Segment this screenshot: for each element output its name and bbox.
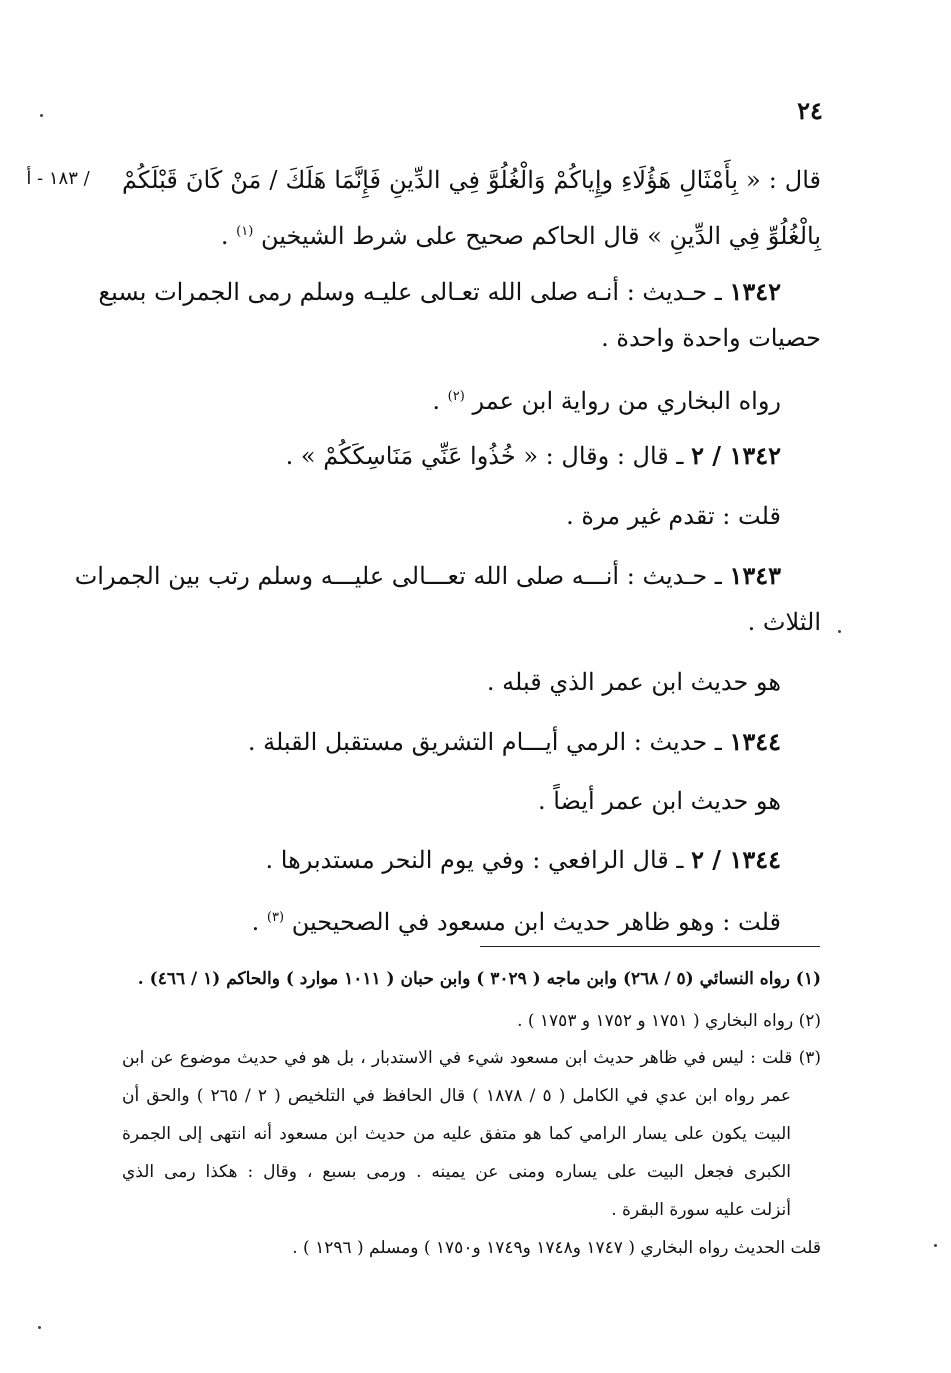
scan-speck xyxy=(40,114,43,117)
hadith-1342-continuation: حصيات واحدة واحدة . xyxy=(601,324,821,352)
hadith-1344-text: ـ حديث : الرمي أيـــام التشريق مستقبل القبلة . xyxy=(247,728,730,756)
hadith-1342-2-text: ـ قال : وقال : « خُذُوا عَنِّي مَنَاسِكَكُمْ » . xyxy=(285,442,692,470)
hadith-1344-2-number: ١٣٤٤ / ٢ xyxy=(691,845,781,874)
continuation-line-2-text: بِالْغُلُوِّ فِي الدِّينِ » قال الحاكم صحيح على شرط الشيخين xyxy=(260,222,821,250)
hadith-1343-number: ١٣٤٣ xyxy=(729,561,781,590)
footnote-2: (٢) رواه البخاري ( ١٧٥١ و ١٧٥٢ و ١٧٥٣ ) . xyxy=(517,1011,821,1031)
manuscript-folio-reference: / ١٨٣ - أ xyxy=(26,168,90,189)
hadith-1343-heading xyxy=(74,556,781,596)
footnote-divider xyxy=(480,946,820,947)
hadith-1342-2-number: ١٣٤٢ / ٢ xyxy=(691,441,781,470)
footnote-ref-3: (٣) xyxy=(266,910,285,925)
footnote-3-line-2: عمر رواه ابن عدي في الكامل ( ٥ / ١٨٧٨ ) قال الحافظ في التلخيص ( ٢ / ٢٦٥ ) والحق أن xyxy=(122,1086,791,1106)
hadith-1343-text: ـ حـديث : أنـــه صلى الله تعـــالى عليـــه وسلم رتب بين الجمرات xyxy=(74,562,730,590)
continuation-line-2 xyxy=(221,212,821,256)
hadith-1342-2-commentary: قلت : تقدم غير مرة . xyxy=(566,502,781,530)
hadith-1342-text: ـ حـديث : أنـه صلى الله تعـالى عليـه وسلم رمى الجمرات بسبع xyxy=(98,278,730,306)
footnote-3-line-4: الكبرى فجعل البيت على يساره ومنى عن يمينه . ورمى بسبع ، وقال : هكذا رمى الذي xyxy=(122,1162,791,1182)
scan-speck xyxy=(934,1244,937,1247)
hadith-1344-number: ١٣٤٤ xyxy=(729,727,781,756)
hadith-1344-2-commentary-text: قلت : وهو ظاهر حديث ابن مسعود في الصحيحين xyxy=(291,908,781,936)
footnote-1: (١) رواه النسائي (٥ / ٢٦٨) وابن ماجه ( ٣٠٢٩ ) وابن حبان ( ١٠١١ موارد ) والحاكم (١ / ٤٦٦) . xyxy=(137,969,821,989)
hadith-1344-2-text: ـ قال الرافعي : وفي يوم النحر مستدبرها . xyxy=(265,846,692,874)
footnote-3-line-6: قلت الحديث رواه البخاري ( ١٧٤٧ و١٧٤٨ و١٧٤٩ و١٧٥٠ ) ومسلم ( ١٢٩٦ ) . xyxy=(292,1238,821,1258)
scan-speck xyxy=(38,1326,41,1329)
hadith-1343-continuation: الثلاث . xyxy=(747,608,821,636)
hadith-1344-2-commentary-end: . xyxy=(251,908,260,936)
hadith-1342-heading xyxy=(98,272,781,312)
scan-speck xyxy=(838,630,841,633)
hadith-1344-2-heading xyxy=(266,840,781,880)
hadith-1344-commentary: هو حديث ابن عمر أيضاً . xyxy=(537,787,781,815)
page-number: ٢٤ xyxy=(797,96,823,125)
footnote-3-line-5: أنزلت عليه سورة البقرة . xyxy=(611,1200,791,1220)
footnote-ref-1: (١) xyxy=(236,224,254,239)
continuation-line-2-end: . xyxy=(220,222,229,250)
footnote-ref-2: (٢) xyxy=(447,389,465,404)
footnote-3-line-1: (٣) قلت : ليس في ظاهر حديث ابن مسعود شيء في الاستدبار ، بل هو في حديث موضوع عن ابن xyxy=(122,1048,821,1068)
footnote-3-line-3: البيت يكون على يسار الرامي كما هو متفق عليه من حديث ابن مسعود أنه انتهى إلى الجمرة xyxy=(122,1124,791,1144)
hadith-1344-2-commentary xyxy=(252,898,781,942)
hadith-1342-commentary-end: . xyxy=(432,387,441,415)
hadith-1342-commentary xyxy=(432,377,781,421)
hadith-1342-number: ١٣٤٢ xyxy=(729,277,781,306)
hadith-1342-commentary-text: رواه البخاري من رواية ابن عمر xyxy=(472,387,781,415)
continuation-line-1: قال : « بِأَمْثَالِ هَؤُلَاءِ وإِياكُمْ وَالْغُلُوَّ فِي الدِّينِ فَإِنَّمَا هَلَكَ / مَنْ كَانَ قَبْلَكُمْ xyxy=(122,166,821,194)
hadith-1343-commentary: هو حديث ابن عمر الذي قبله . xyxy=(486,668,781,696)
hadith-1344-heading xyxy=(248,722,781,762)
hadith-1342-2-heading xyxy=(286,436,781,476)
